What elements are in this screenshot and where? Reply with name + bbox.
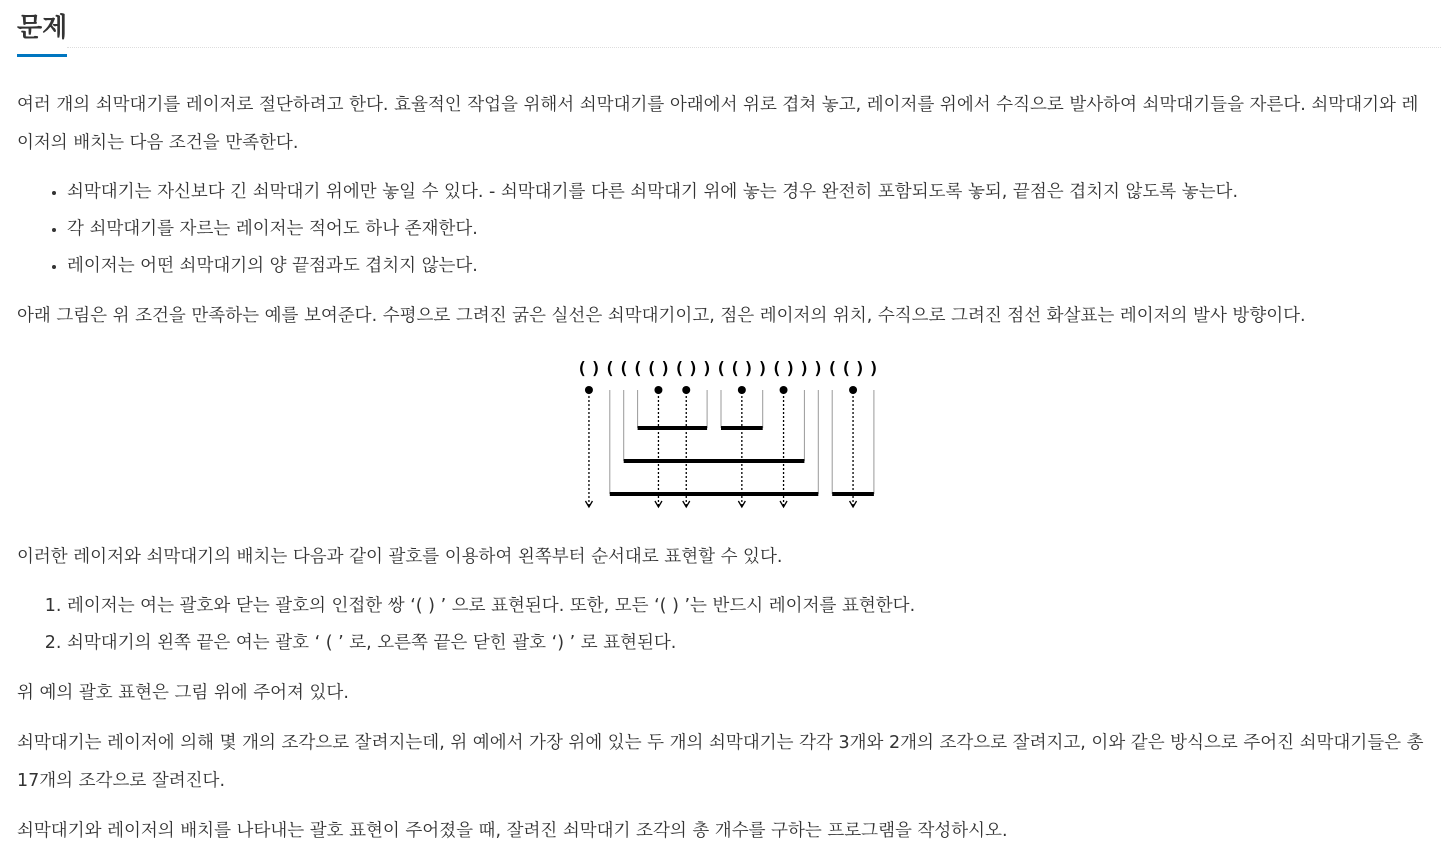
- laser-arrow: [849, 386, 857, 507]
- paren-glyph: ): [688, 359, 699, 379]
- paren-glyph: ): [701, 359, 713, 379]
- explanation-section: [17, 538, 1429, 862]
- laser-arrow: [738, 386, 746, 507]
- paren-glyph: ): [799, 359, 810, 379]
- title-underline-rest: [67, 47, 1441, 48]
- paren-glyph: ): [757, 359, 768, 379]
- rule-item: 1. 레이저는 여는 괄호와 닫는 괄호의 인접한 쌍 ‘( ) ’ 으로 표현된다. 또한, 모든 ‘( ) ’는 반드시 레이저를 표현한다.: [67, 588, 1429, 625]
- laser-bars-figure: [576, 356, 886, 516]
- paren-glyph: ): [785, 359, 796, 379]
- intro-paragraph: 여러 개의 쇠막대기를 레이저로 절단하려고 한다. 효율적인 작업을 위해서 쇠막대기를 아래에서 위로 겹쳐 놓고, 레이저를 위에서 수직으로 발사하여 쇠막대기들을 자른다. 쇠막대기와 레이저의 배치는 다음 조건을 만족한다.: [17, 95, 1419, 153]
- paren-glyph: ): [660, 359, 671, 379]
- condition-item: • 쇠막대기는 자신보다 긴 쇠막대기 위에만 놓일 수 있다. - 쇠막대기를 다른 쇠막대기 위에 놓는 경우 완전히 포함되도록 놓되, 끝점은 겹치지 않도록 놓는다.: [67, 174, 1429, 211]
- paren-glyph: (: [715, 359, 727, 379]
- paren-glyph: (: [646, 359, 657, 379]
- paren-glyph: (: [632, 359, 643, 379]
- condition-item: • 레이저는 어떤 쇠막대기의 양 끝점과도 겹치지 않는다.: [67, 248, 1429, 285]
- iron-bar: [638, 390, 708, 428]
- figure-drawing: [576, 356, 886, 516]
- figure-caption: 아래 그림은 위 조건을 만족하는 예를 보여준다. 수평으로 그려진 굵은 실선은 쇠막대기이고, 점은 레이저의 위치, 수직으로 그려진 점선 화살표는 레이저의 발사 방향이다.: [17, 306, 1306, 326]
- cut-explanation: 쇠막대기는 레이저에 의해 몇 개의 조각으로 잘려지는데, 위 예에서 가장 위에 있는 두 개의 쇠막대기는 각각 3개와 2개의 조각으로 잘려지고, 이와 같은 방식으로 주어진 쇠막대기들은 총 17개의 조각으로 잘려진다.: [17, 733, 1424, 791]
- paren-glyph: (: [618, 359, 629, 379]
- paren-glyph: (: [771, 359, 782, 379]
- paren-glyph: ): [590, 359, 602, 379]
- laser-arrow: [682, 386, 690, 507]
- conditions-list: [17, 174, 1429, 285]
- paren-glyph: ): [868, 359, 880, 379]
- paren-glyph: (: [576, 359, 588, 379]
- task-statement: 쇠막대기와 레이저의 배치를 나타내는 괄호 표현이 주어졌을 때, 잘려진 쇠막대기 조각의 총 개수를 구하는 프로그램을 작성하시오.: [17, 821, 1008, 841]
- section-header: [17, 0, 1441, 58]
- paren-glyph: (: [604, 359, 615, 379]
- laser-arrow: [780, 386, 788, 507]
- laser-arrow: [585, 386, 593, 507]
- condition-item: • 각 쇠막대기를 자르는 레이저는 적어도 하나 존재한다.: [67, 211, 1429, 248]
- section-title: 문제: [17, 13, 68, 43]
- paren-glyph: (: [840, 359, 852, 379]
- paren-glyph: (: [729, 359, 741, 379]
- paren-glyph: (: [674, 359, 685, 379]
- problem-description: [17, 86, 1429, 347]
- iron-bar: [610, 390, 819, 494]
- title-underline-accent: [17, 54, 67, 57]
- paren-glyph: (: [827, 359, 838, 379]
- iron-bar: [624, 390, 805, 461]
- paren-glyph: ): [813, 359, 824, 379]
- rules-list: [17, 588, 1429, 662]
- laser-arrow: [654, 386, 662, 507]
- rule-item: 2. 쇠막대기의 왼쪽 끝은 여는 괄호 ‘ ( ’ 로, 오른쪽 끝은 닫힌 괄호 ‘) ’ 로 표현된다.: [67, 625, 1429, 662]
- paren-glyph: ): [854, 359, 866, 379]
- paren-glyph: ): [743, 359, 754, 379]
- example-note: 위 예의 괄호 표현은 그림 위에 주어져 있다.: [17, 683, 349, 703]
- bracket-intro-paragraph: 이러한 레이저와 쇠막대기의 배치는 다음과 같이 괄호를 이용하여 왼쪽부터 순서대로 표현할 수 있다.: [17, 547, 783, 567]
